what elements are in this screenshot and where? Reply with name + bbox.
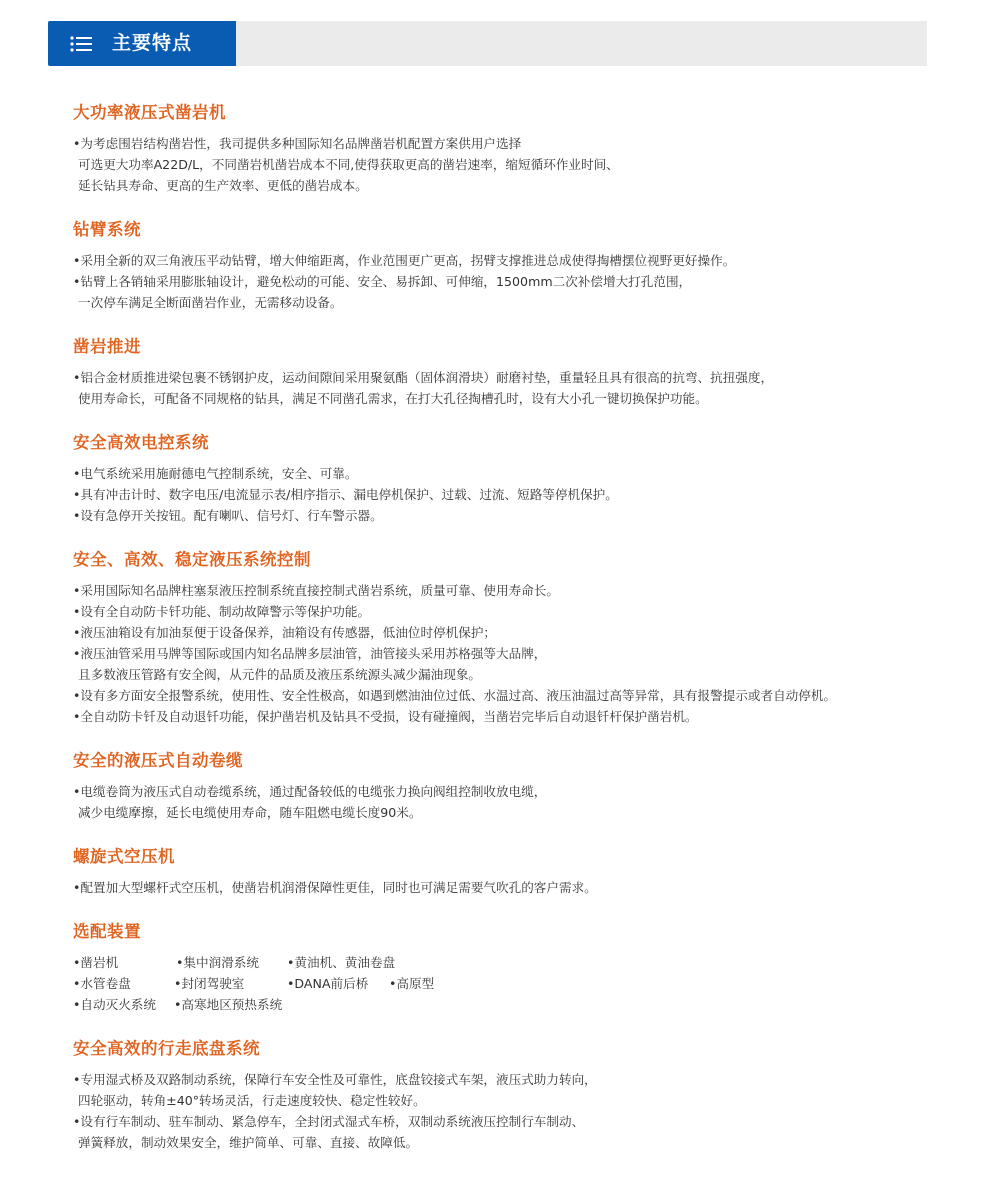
section-hydraulic-rock-drill <box>73 102 953 196</box>
section-cable-reel <box>73 750 953 823</box>
section-hydraulic-control <box>73 549 953 727</box>
bullet-line: •电缆卷筒为液压式自动卷缆系统，通过配备较低的电缆张力换向阀组控制收放电缆， <box>73 784 547 799</box>
bullet-line: •采用国际知名品牌柱塞泵液压控制系统直接控制式凿岩系统，质量可靠、使用寿命长。 <box>73 583 559 598</box>
option-item: •水管卷盘 <box>73 976 131 991</box>
section-boom-system <box>73 219 953 313</box>
section-title: 螺旋式空压机 <box>73 847 175 866</box>
option-item: •DANA前后桥 <box>287 976 369 991</box>
option-row <box>73 994 953 1015</box>
bullet-line: •液压油管采用马牌等国际或国内知名品牌多层油管，油管接头采用苏格强等大品牌， <box>73 646 547 661</box>
bullet-line: •液压油箱设有加油泵便于设备保养，油箱设有传感器，低油位时停机保护； <box>73 625 497 640</box>
option-item: •自动灭火系统 <box>73 997 156 1012</box>
section-rock-drill-feed <box>73 336 953 409</box>
bullet-line: 一次停车满足全断面凿岩作业，无需移动设备。 <box>78 295 343 310</box>
bullet-line: 延长钻具寿命、更高的生产效率、更低的凿岩成本。 <box>78 178 368 193</box>
section-title: 凿岩推进 <box>73 337 141 356</box>
bullet-line: •电气系统采用施耐德电气控制系统，安全、可靠。 <box>73 466 358 481</box>
bullet-line: •设有急停开关按钮。配有喇叭、信号灯、行车警示器。 <box>73 508 383 523</box>
bullet-line: •配置加大型螺杆式空压机，使凿岩机润滑保障性更佳，同时也可满足需要气吹孔的客户需求。 <box>73 880 597 895</box>
bullet-line: 可选更大功率A22D/L，不同凿岩机凿岩成本不同,使得获取更高的凿岩速率，缩短循环作业时间、 <box>78 157 619 172</box>
section-header-bar <box>48 21 927 66</box>
bullet-line: •设有行车制动、驻车制动、紧急停车，全封闭式湿式车桥，双制动系统液压控制行车制动、 <box>73 1114 585 1129</box>
option-item: •高寒地区预热系统 <box>174 997 283 1012</box>
option-item: •集中润滑系统 <box>176 955 259 970</box>
bullet-line: •设有全自动防卡钎功能、制动故障警示等保护功能。 <box>73 604 371 619</box>
bullet-line: •全自动防卡钎及自动退钎功能，保护凿岩机及钻具不受损，设有碰撞阀，当凿岩完毕后自动退钎杆保护凿岩机。 <box>73 709 698 724</box>
section-title: 安全的液压式自动卷缆 <box>73 751 243 770</box>
section-title: 安全高效电控系统 <box>73 433 209 452</box>
bullet-line: •采用全新的双三角液压平动钻臂，增大伸缩距离，作业范围更广更高，拐臂支撑推进总成使得掏槽摆位视野更好操作。 <box>73 253 736 268</box>
bullet-line: 使用寿命长，可配备不同规格的钻具，满足不同凿孔需求，在打大孔径掏槽孔时，设有大小孔一键切换保护功能。 <box>78 391 708 406</box>
page-title: 主要特点 <box>112 32 193 54</box>
section-title: 选配装置 <box>73 922 141 941</box>
section-electric-control <box>73 432 953 526</box>
option-row <box>73 952 953 973</box>
bullet-line: •设有多方面安全报警系统，使用性、安全性极高，如遇到燃油油位过低、水温过高、液压油温过高等异常，具有报警提示或者自动停机。 <box>73 688 837 703</box>
bullet-line: 且多数液压管路有安全阀，从元件的品质及液压系统源头减少漏油现象。 <box>78 667 481 682</box>
option-item: •凿岩机 <box>73 955 119 970</box>
bullet-line: •铝合金材质推进梁包裹不锈钢护皮，运动间隙间采用聚氨酯（固体润滑块）耐磨衬垫，重量轻且具有很高的抗弯、抗扭强度， <box>73 370 774 385</box>
section-screw-compressor <box>73 846 953 898</box>
bullet-line: 四轮驱动，转角±40°转场灵活，行走速度较快、稳定性较好。 <box>78 1093 426 1108</box>
bullet-line: 减少电缆摩擦，延长电缆使用寿命，随车阻燃电缆长度90米。 <box>78 805 422 820</box>
bullet-line: •为考虑围岩结构凿岩性，我司提供多种国际知名品牌凿岩机配置方案供用户选择 <box>73 136 522 151</box>
section-title: 安全、高效、稳定液压系统控制 <box>73 550 311 569</box>
bullet-line: 弹簧释放，制动效果安全，维护简单、可靠、直接、故障低。 <box>78 1135 419 1150</box>
bullet-line: •专用湿式桥及双路制动系统，保障行车安全性及可靠性，底盘铰接式车架，液压式助力转向， <box>73 1072 597 1087</box>
bullet-line: •具有冲击计时、数字电压/电流显示表/相序指示、漏电停机保护、过载、过流、短路等停机保护。 <box>73 487 618 502</box>
list-icon <box>70 36 92 52</box>
section-title: 大功率液压式凿岩机 <box>73 103 226 122</box>
section-header-tab <box>48 21 236 66</box>
bullet-line: •钻臂上各销轴采用膨胀轴设计，避免松动的可能、安全、易拆卸、可伸缩，1500mm二次补偿增大打孔范围， <box>73 274 692 289</box>
section-title: 钻臂系统 <box>73 220 141 239</box>
option-item: •黄油机、黄油卷盘 <box>287 955 396 970</box>
section-title: 安全高效的行走底盘系统 <box>73 1039 260 1058</box>
option-item: •高原型 <box>389 976 435 991</box>
features-content <box>73 102 953 1153</box>
section-optional-equipment <box>73 921 953 1015</box>
option-row <box>73 973 953 994</box>
option-item: •封闭驾驶室 <box>174 976 245 991</box>
section-chassis-system <box>73 1038 953 1153</box>
